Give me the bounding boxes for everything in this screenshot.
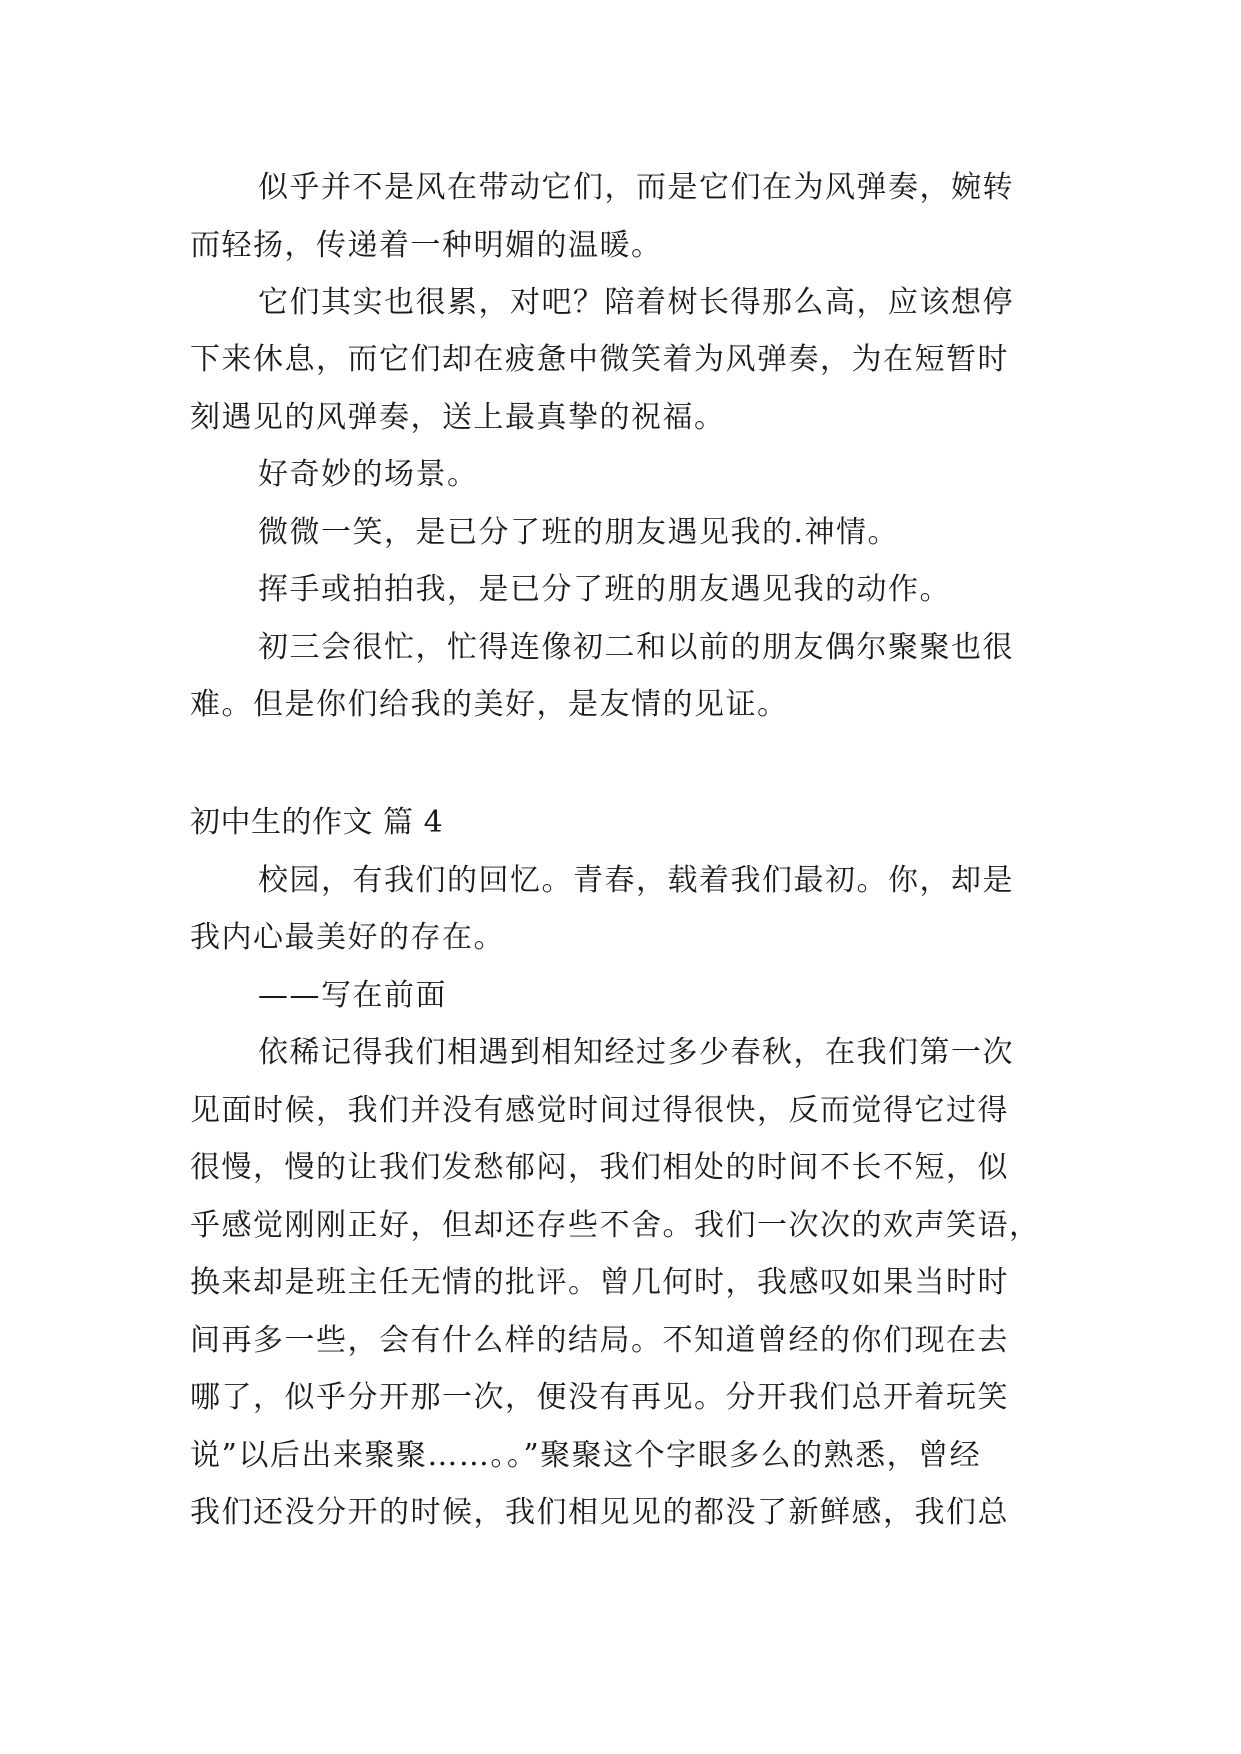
paragraph-line: 哪了，似乎分开那一次，便没有再见。分开我们总开着玩笑	[190, 1380, 1009, 1415]
paragraph-line: 刻遇见的风弹奏，送上最真挚的祝福。	[190, 400, 726, 435]
paragraph-line: 下来休息，而它们却在疲惫中微笑着为风弹奏，为在短暂时	[190, 342, 1009, 377]
paragraph-line: 我内心最美好的存在。	[190, 920, 505, 955]
paragraph-line: ——写在前面	[258, 978, 447, 1013]
paragraph-line: 乎感觉刚刚正好，但却还存些不舍。我们一次次的欢声笑语，	[190, 1208, 1041, 1243]
paragraph-line: 换来却是班主任无情的批评。曾几何时，我感叹如果当时时	[190, 1265, 1009, 1300]
paragraph-line: 我们还没分开的时候，我们相见见的都没了新鲜感，我们总	[190, 1495, 1009, 1530]
paragraph-line: 依稀记得我们相遇到相知经过多少春秋，在我们第一次	[258, 1035, 1014, 1070]
paragraph-line: 间再多一些，会有什么样的结局。不知道曾经的你们现在去	[190, 1323, 1009, 1358]
paragraph-line: 而轻扬，传递着一种明媚的温暖。	[190, 228, 663, 263]
paragraph-line: 说”以后出来聚聚……。。”聚聚这个字眼多么的熟悉，曾经	[190, 1438, 982, 1473]
paragraph-line: 挥手或拍拍我，是已分了班的朋友遇见我的动作。	[258, 572, 951, 607]
section-heading: 初中生的作文 篇 4	[190, 805, 444, 840]
paragraph-line: 难。但是你们给我的美好，是友情的见证。	[190, 687, 789, 722]
paragraph-line: 好奇妙的场景。	[258, 457, 479, 492]
paragraph-line: 微微一笑，是已分了班的朋友遇见我的.神情。	[258, 515, 900, 550]
paragraph-line: 很慢，慢的让我们发愁郁闷，我们相处的时间不长不短，似	[190, 1150, 1009, 1185]
paragraph-line: 校园，有我们的回忆。青春，载着我们最初。你，却是	[258, 863, 1014, 898]
paragraph-line: 它们其实也很累，对吧？陪着树长得那么高，应该想停	[258, 285, 1014, 320]
paragraph-line: 似乎并不是风在带动它们，而是它们在为风弹奏，婉转	[258, 170, 1014, 205]
paragraph-line: 初三会很忙，忙得连像初二和以前的朋友偶尔聚聚也很	[258, 630, 1014, 665]
paragraph-line: 见面时候，我们并没有感觉时间过得很快，反而觉得它过得	[190, 1093, 1009, 1128]
